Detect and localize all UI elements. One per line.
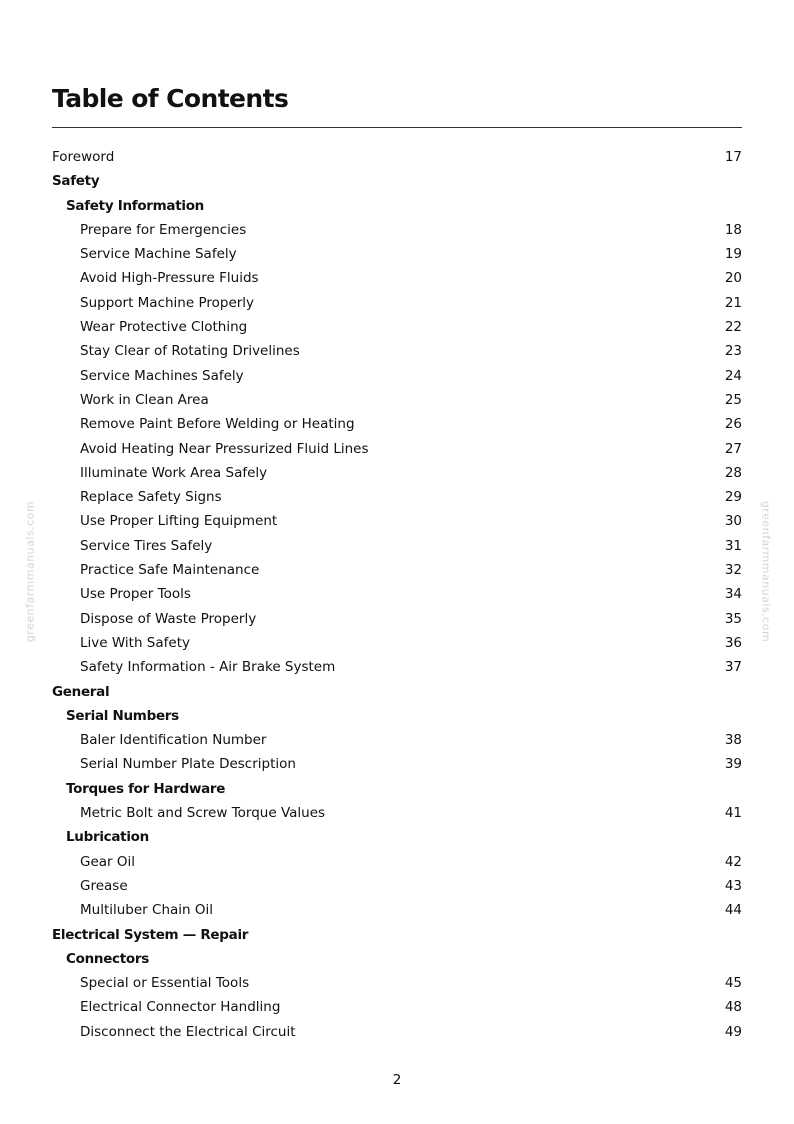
- toc-entry-page: 39: [724, 756, 742, 773]
- toc-entry-page: 42: [724, 853, 742, 870]
- toc-entry-label: Grease: [80, 877, 128, 894]
- toc-entry-label: General: [52, 683, 110, 700]
- toc-entry-label: Use Proper Lifting Equipment: [80, 513, 278, 530]
- toc-section-heading: [52, 680, 742, 704]
- toc-entry-page: 28: [724, 464, 742, 481]
- toc-entry-label: Avoid High-Pressure Fluids: [80, 270, 259, 287]
- toc-entry-page: 22: [724, 319, 742, 336]
- toc-entry-label: Electrical Connector Handling: [80, 999, 281, 1016]
- toc-entry[interactable]: [52, 461, 742, 485]
- toc-entry[interactable]: [52, 509, 742, 533]
- toc-entry-label: Special or Essential Tools: [80, 975, 250, 992]
- toc-section-heading: [52, 923, 742, 947]
- toc-entry-label: Foreword: [52, 149, 115, 165]
- toc-entry-label: Replace Safety Signs: [80, 489, 222, 506]
- toc-entry-page: 26: [724, 416, 742, 433]
- watermark-right: greenfarmmanuals.com: [759, 500, 773, 643]
- toc-entry[interactable]: [52, 485, 742, 509]
- toc-entry-page: 24: [724, 367, 742, 384]
- toc-entry-label: Safety Information: [66, 197, 204, 214]
- toc-entry-page: 32: [724, 562, 742, 579]
- toc-entry-page: 31: [724, 537, 742, 554]
- toc-entry[interactable]: [52, 437, 742, 461]
- toc-section-heading: [52, 704, 742, 728]
- toc-entry-label: Disconnect the Electrical Circuit: [80, 1023, 296, 1040]
- toc-entry[interactable]: [52, 728, 742, 752]
- toc-entry[interactable]: [52, 266, 742, 290]
- toc-section-heading: [52, 947, 742, 971]
- toc-entry[interactable]: [52, 1020, 742, 1044]
- toc-entry-page: 34: [724, 586, 742, 603]
- page-title: Table of Contents: [52, 84, 289, 113]
- toc-entry[interactable]: [52, 655, 742, 679]
- toc-entry-label: Torques for Hardware: [66, 780, 226, 797]
- toc-entry-page: 30: [724, 513, 742, 530]
- toc-section-heading: [52, 777, 742, 801]
- toc-entry[interactable]: [52, 752, 742, 776]
- toc-entry[interactable]: [52, 898, 742, 922]
- toc-entry-page: 29: [724, 489, 742, 506]
- toc-entry-page: 41: [724, 805, 742, 822]
- toc-entry-label: Multiluber Chain Oil: [80, 902, 214, 919]
- toc-entry[interactable]: [52, 534, 742, 558]
- page-number: 2: [392, 1072, 402, 1088]
- toc-entry-page: 25: [724, 391, 742, 408]
- toc-entry-page: 36: [724, 634, 742, 651]
- toc-entry-label: Lubrication: [66, 829, 149, 846]
- toc-entry-label: Dispose of Waste Properly: [80, 610, 257, 627]
- toc-entry[interactable]: [52, 971, 742, 995]
- toc-entry-label: Remove Paint Before Welding or Heating: [80, 416, 355, 433]
- toc-entry-page: 49: [724, 1023, 742, 1040]
- toc-entry[interactable]: [52, 850, 742, 874]
- toc-entry-page: 23: [724, 343, 742, 360]
- toc-entry-page: 37: [724, 659, 742, 676]
- table-of-contents: [52, 145, 742, 1044]
- toc-entry[interactable]: [52, 145, 742, 169]
- toc-entry-page: 43: [724, 877, 742, 894]
- toc-entry[interactable]: [52, 607, 742, 631]
- toc-entry-label: Safety Information - Air Brake System: [80, 659, 336, 676]
- toc-entry-label: Live With Safety: [80, 634, 190, 651]
- toc-entry-label: Serial Number Plate Description: [80, 756, 296, 773]
- toc-entry-page: 21: [724, 294, 742, 311]
- toc-entry-label: Service Machine Safely: [80, 246, 237, 263]
- toc-entry[interactable]: [52, 242, 742, 266]
- toc-entry-label: Service Tires Safely: [80, 537, 213, 554]
- toc-entry-label: Support Machine Properly: [80, 294, 255, 311]
- toc-section-heading: [52, 169, 742, 193]
- title-divider: [52, 127, 742, 128]
- toc-entry-page: 19: [724, 246, 742, 263]
- toc-entry-page: 27: [724, 440, 742, 457]
- toc-entry-label: Practice Safe Maintenance: [80, 562, 260, 579]
- toc-entry-page: 35: [724, 610, 742, 627]
- toc-entry-page: 48: [724, 999, 742, 1016]
- toc-entry-label: Use Proper Tools: [80, 586, 191, 603]
- toc-entry[interactable]: [52, 631, 742, 655]
- toc-entry-label: Service Machines Safely: [80, 367, 244, 384]
- toc-entry-page: 17: [724, 149, 742, 165]
- toc-entry-label: Avoid Heating Near Pressurized Fluid Lines: [80, 440, 369, 457]
- toc-entry[interactable]: [52, 801, 742, 825]
- toc-entry[interactable]: [52, 874, 742, 898]
- toc-entry-label: Prepare for Emergencies: [80, 221, 247, 238]
- toc-entry[interactable]: [52, 339, 742, 363]
- watermark-left: greenfarmmanuals.com: [23, 500, 37, 643]
- toc-entry-page: 45: [724, 975, 742, 992]
- toc-entry-label: Safety: [52, 173, 100, 190]
- toc-entry-label: Connectors: [66, 950, 149, 967]
- toc-entry-label: Wear Protective Clothing: [80, 319, 248, 336]
- toc-entry[interactable]: [52, 315, 742, 339]
- toc-entry[interactable]: [52, 995, 742, 1019]
- toc-section-heading: [52, 825, 742, 849]
- toc-entry[interactable]: [52, 364, 742, 388]
- toc-entry[interactable]: [52, 582, 742, 606]
- toc-entry-label: Work in Clean Area: [80, 391, 209, 408]
- toc-entry-label: Electrical System — Repair: [52, 926, 249, 943]
- toc-entry-page: 20: [724, 270, 742, 287]
- toc-entry-page: 38: [724, 732, 742, 749]
- toc-entry-label: Metric Bolt and Screw Torque Values: [80, 805, 326, 822]
- toc-entry-page: 44: [724, 902, 742, 919]
- toc-entry[interactable]: [52, 412, 742, 436]
- toc-entry-label: Serial Numbers: [66, 707, 179, 724]
- toc-entry-label: Gear Oil: [80, 853, 136, 870]
- toc-entry[interactable]: [52, 218, 742, 242]
- toc-entry[interactable]: [52, 388, 742, 412]
- toc-entry-label: Stay Clear of Rotating Drivelines: [80, 343, 300, 360]
- toc-section-heading: [52, 194, 742, 218]
- toc-entry[interactable]: [52, 558, 742, 582]
- toc-entry[interactable]: [52, 291, 742, 315]
- toc-entry-label: Baler Identification Number: [80, 732, 267, 749]
- toc-entry-label: Illuminate Work Area Safely: [80, 464, 268, 481]
- toc-entry-page: 18: [724, 221, 742, 238]
